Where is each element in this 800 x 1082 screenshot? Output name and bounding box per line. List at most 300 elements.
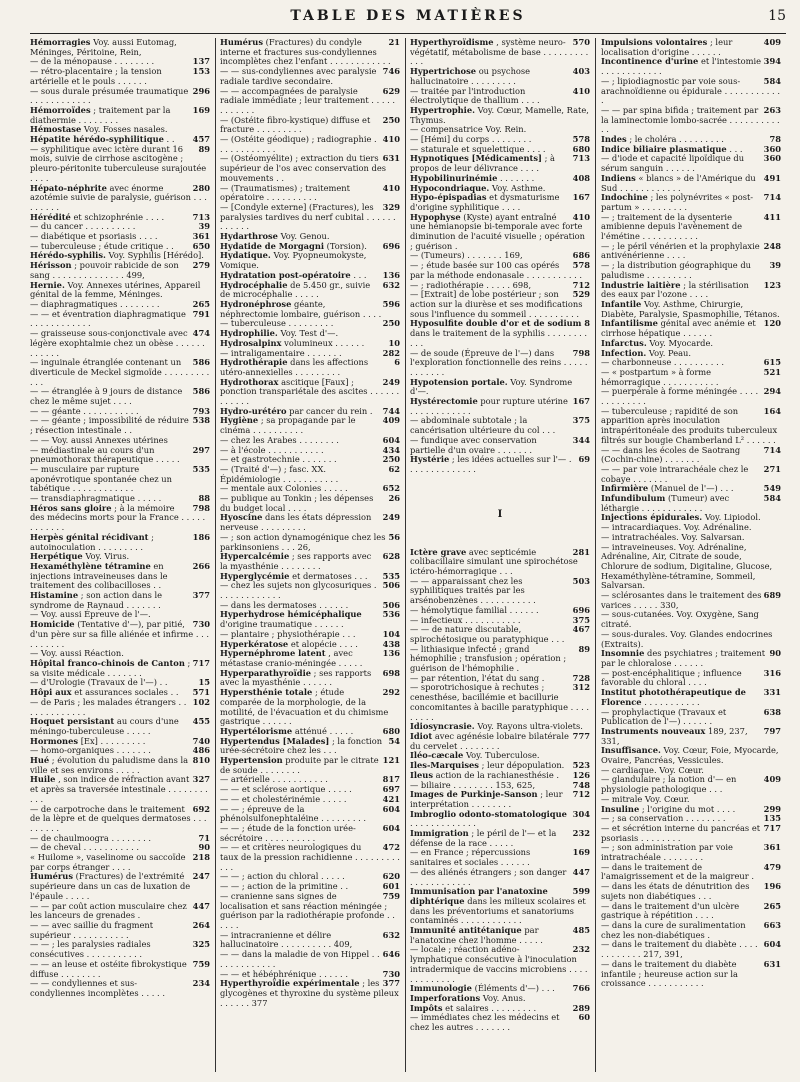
entry-text: ; les idées actuelles sur l'— . . . . . . . . . . . . . .	[410, 454, 572, 474]
index-entry	[30, 281, 210, 300]
entry-text: . . . . . . .	[500, 172, 535, 183]
entry-text: — ; son administration par voie intratrachéale . . . . . . . .	[601, 842, 733, 863]
index-entry	[220, 533, 400, 552]
entry-heading: Hypertension	[220, 755, 283, 766]
index-entry	[410, 319, 590, 348]
entry-page-ref: 90	[198, 842, 210, 853]
index-entry	[601, 669, 781, 688]
entry-text: — compensatrice Voy. Rein.	[410, 124, 527, 135]
entry-page-ref: 746	[382, 66, 400, 77]
entry-text: ; traitement par la diathermie . . . . . . . .	[30, 104, 171, 125]
entry-text: ; le choléra . . . . . . . . .	[629, 134, 724, 145]
column-divider	[405, 38, 406, 1072]
entry-page-ref: 120	[763, 318, 781, 329]
entry-page-ref: 506	[382, 599, 400, 610]
entry-text: — puerpérale à forme méningée . . . . . . . . . . . . .	[601, 386, 759, 407]
entry-heading: Images de Purkinje-Sanson	[410, 789, 538, 800]
entry-text: ; à la mémoire des médecins morts pour la France . . . . . . . . . . . .	[30, 502, 206, 533]
index-entry	[30, 620, 210, 649]
index-entry	[601, 213, 781, 242]
entry-text: de 5.450 gr., suivie de microcéphalie . . . . .	[220, 279, 371, 300]
entry-text: ; leur dépopulation.	[481, 760, 565, 771]
index-entry	[220, 203, 400, 232]
entry-text: ; à propos de leur délivrance . . . .	[410, 153, 556, 174]
entry-text: — tuberculeuse ; étude critique . .	[30, 240, 174, 251]
entry-page-ref: 102	[192, 696, 210, 707]
entry-page-ref: 250	[382, 318, 400, 329]
entry-page-ref: 604	[382, 434, 400, 445]
entry-page-ref: 375	[572, 415, 590, 426]
index-entry	[410, 810, 590, 829]
entry-page-ref: 56	[388, 531, 400, 542]
entry-text: géante, néphrectomie lombaire, guérison . . . .	[220, 298, 382, 319]
entry-page-ref: 455	[192, 716, 210, 727]
entry-page-ref: 410	[382, 182, 400, 193]
entry-page-ref: 360	[763, 143, 781, 154]
entry-page-ref: 810	[192, 755, 210, 766]
index-entry	[410, 645, 590, 674]
entry-heading: Hoquet persistant	[30, 716, 115, 727]
entry-page-ref: 604	[763, 939, 781, 950]
entry-text: avec agénésie lobaire bilatérale du cervelet . . . . . . . .	[410, 731, 569, 751]
entry-page-ref: 599	[572, 886, 590, 897]
entry-text: — sous durale présumée traumatique . . . . . . . . . . . .	[30, 85, 189, 106]
entry-heading: Hérédité	[30, 211, 71, 222]
entry-text: — prophylactique (Travaux et Publication de l'—) . . . . . .	[601, 706, 727, 727]
column-divider	[215, 38, 216, 1072]
entry-page-ref: 265	[192, 298, 210, 309]
entry-text: — (Ostéomyélite) ; extraction du tiers supérieur de l'os avec conservation des mouvements . .	[220, 153, 387, 183]
index-entry	[410, 829, 590, 848]
index-entry	[410, 106, 590, 125]
entry-page-ref: 571	[192, 687, 210, 698]
entry-heading: Hyperthyroïdie expérimentale	[220, 978, 360, 989]
entry-page-ref: 503	[572, 575, 590, 586]
entry-text: — abdominale subtotale ; la cancérisation ultérieure du col . . .	[410, 415, 556, 436]
entry-text: . . . . . . . . . . .	[644, 696, 700, 707]
entry-page-ref: 663	[763, 919, 781, 930]
index-entry	[601, 688, 781, 707]
entry-heading: Infarctus.	[601, 337, 647, 348]
entry-heading: Infection.	[601, 347, 647, 358]
entry-page-ref: 817	[382, 774, 400, 785]
index-entry	[30, 416, 210, 435]
index-entry	[30, 591, 210, 610]
index-entry	[410, 945, 590, 984]
entry-heading: Iles-Marquises	[410, 760, 479, 771]
entry-page-ref: 631	[763, 958, 781, 969]
index-entry	[30, 465, 210, 494]
entry-text: , son indice de réfraction avant et après sa traversée intestinale . . . . . . . . . . .	[30, 774, 208, 804]
entry-text: — de Paris ; les malades étrangers . . . . . . . . . . . . .	[30, 696, 187, 717]
entry-text: Voy. Syndrome d'—.	[410, 376, 573, 397]
entry-heading: Hypernéphrome latent	[220, 648, 326, 659]
entry-text: — (Ostéite fibro-kystique) diffuse et fracture . . . . . . . . .	[220, 114, 371, 135]
entry-page-ref: 410	[382, 134, 400, 145]
entry-text: — diabétique et psoriasis . . . .	[30, 231, 158, 242]
entry-heading: Hypertrichose	[410, 66, 477, 77]
entry-page-ref: 266	[192, 560, 210, 571]
index-entry	[601, 300, 781, 319]
index-entry	[220, 358, 400, 377]
index-entry	[220, 378, 400, 407]
entry-heading: Ictère grave	[410, 546, 467, 557]
index-entry	[30, 853, 210, 872]
entry-page-ref: 316	[763, 667, 781, 678]
entry-text: dans les milieux scolaires et dans les préventoriums et sanatoriums contaminés . . . . . . . . . . . .	[410, 895, 586, 926]
entry-heading: Humérus	[30, 871, 74, 882]
entry-page-ref: 153	[192, 66, 210, 77]
entry-text: — fundique avec conservation partielle d'un ovaire . . . . . . .	[410, 434, 537, 455]
entry-heading: Hypocondriaque.	[410, 182, 490, 193]
index-entry	[30, 504, 210, 533]
entry-heading: Hypersthénie totale	[220, 687, 313, 698]
index-entry	[410, 416, 590, 435]
index-entry	[30, 940, 210, 959]
entry-text: — (Traité d'—) ; fasc. XX. Épidémiologie . . . . . . . . . . .	[220, 463, 339, 484]
entry-text: — — ; les paralysies radiales consécutives . . . . . . . . . . .	[30, 939, 151, 960]
entry-text: — ; sa conservation . . . . . . . .	[601, 813, 726, 824]
index-entry	[410, 868, 590, 887]
index-entry	[220, 135, 400, 154]
entry-text: — — et éventration diaphragmatique . . . . . . . . . . . .	[30, 308, 186, 329]
index-entry	[601, 494, 781, 513]
index-entry	[601, 591, 781, 610]
entry-page-ref: 90	[769, 648, 781, 659]
entry-heading: Homicide	[30, 619, 75, 630]
entry-page-ref: 60	[578, 1012, 590, 1023]
entry-page-ref: 628	[382, 551, 400, 562]
entry-text: — intracardiaques. Voy. Adrénaline.	[601, 522, 752, 533]
entry-page-ref: 6	[394, 357, 400, 368]
entry-page-ref: 620	[382, 871, 400, 882]
entry-heading: Hydarthrose	[220, 231, 278, 242]
entry-page-ref: 632	[382, 279, 400, 290]
index-entry	[30, 698, 210, 717]
entry-page-ref: 89	[578, 643, 590, 654]
index-entry	[220, 87, 400, 116]
index-entry	[410, 926, 590, 945]
entry-page-ref: 447	[192, 900, 210, 911]
entry-text: — — et cholestérinémie . . . . .	[220, 793, 347, 804]
index-entry	[601, 649, 781, 668]
entry-page-ref: 232	[572, 944, 590, 955]
index-entry	[30, 67, 210, 86]
entry-heading: Hydrothorax	[220, 376, 279, 387]
entry-text: — publique au Tonkin ; les dépenses du budget local . . . .	[220, 493, 374, 513]
entry-text: — d'Urologie (Travaux de l'—) . .	[30, 677, 168, 688]
entry-page-ref: 104	[382, 628, 400, 639]
entry-page-ref: 536	[382, 609, 400, 620]
entry-text: — — géante . . . . . . . . . . .	[30, 405, 139, 416]
index-entry	[601, 407, 781, 446]
entry-page-ref: 535	[192, 463, 210, 474]
entry-text: — en France ; répercussions sanitaires et sociales . . . . . .	[410, 847, 531, 868]
entry-heading: Hydrosalpinx	[220, 337, 282, 348]
entry-text: — transdiaphragmatique . . . . .	[30, 493, 162, 504]
section-letter: I	[497, 508, 503, 520]
entry-text: — [Extrait] de lobe postérieur ; son action sur la diurèse et ses modifications sous l'influence du sommeil . . . . . . . . . .	[410, 289, 583, 319]
entry-page-ref: 263	[763, 104, 781, 115]
entry-heading: Hypophyse	[410, 211, 461, 222]
entry-text: — biliaire . . . . . . . . 153, 625,	[410, 779, 536, 790]
entry-text: Voy. Test d'—.	[280, 328, 339, 339]
entry-heading: Hystérie	[410, 454, 450, 465]
entry-page-ref: 136	[382, 269, 400, 280]
index-entry	[220, 649, 400, 668]
entry-text: — dans le traitement d'un ulcère gastrique à répétition . . . .	[601, 900, 740, 921]
entry-text: Voy. Myocarde.	[649, 337, 714, 348]
index-entry	[410, 87, 590, 106]
entry-text: — intracranienne et délire hallucinatoire . . . . . . . . . . 409,	[220, 929, 353, 950]
entry-heading: Idiot	[410, 731, 433, 741]
entry-heading: Hydrophilie.	[220, 328, 278, 339]
index-column-2	[220, 38, 400, 1072]
index-entry	[30, 921, 210, 940]
entry-page-ref: 570	[572, 38, 590, 47]
entry-text: — ; le péril vénérien et la prophylaxie antivénérienne . . . .	[601, 240, 760, 261]
entry-page-ref: 506	[382, 580, 400, 591]
index-entry	[30, 562, 210, 591]
entry-text: et schizophrénie . . . .	[73, 211, 165, 222]
entry-page-ref: 249	[382, 376, 400, 387]
index-entry	[30, 659, 210, 678]
entry-heading: Hernie.	[30, 279, 65, 290]
entry-heading: Hypertendus [Malades]	[220, 735, 330, 746]
entry-page-ref: 631	[382, 153, 400, 164]
entry-text: — — apparaissant chez les syphilitiques traités par les arsénobenzènes . . . . . . . . . . .	[410, 575, 536, 606]
entry-text: — de la ménopause . . . . . . . .	[30, 56, 155, 67]
entry-text: — artérielle . . . . . . . . . . .	[220, 774, 328, 785]
entry-text: « Huilome », vaselinome ou saccoïde par corps étranger . . . .	[30, 852, 186, 872]
entry-page-ref: 759	[192, 958, 210, 969]
entry-heading: Infantilisme	[601, 318, 658, 329]
entry-heading: Hypo-épispadias	[410, 192, 487, 203]
entry-text: ; la fonction urée-sécrétoire chez les . . .	[220, 735, 383, 756]
entry-page-ref: 121	[382, 755, 400, 766]
index-entry	[220, 67, 400, 86]
entry-page-ref: 196	[763, 881, 781, 892]
entry-heading: Hypertélorisme	[220, 725, 293, 736]
entry-page-ref: 529	[572, 289, 590, 300]
index-entry	[30, 902, 210, 921]
entry-heading: Immigration	[410, 828, 469, 839]
entry-text: Voy. Fosses nasales.	[83, 124, 168, 135]
entry-page-ref: 491	[763, 172, 781, 183]
entry-text: — ; étude basée sur 100 cas opérés par la méthode endonasale . . . . . . . . . . .	[410, 260, 583, 280]
entry-text: — — condyliennes et sus-condyliennes incomplètes . . . . .	[30, 978, 165, 998]
entry-heading: Hérédo-syphilis.	[30, 250, 106, 261]
entry-text: — — et hébéphrénique . . . . . .	[220, 968, 348, 979]
entry-text: Voy. Lipiodol.	[704, 512, 761, 523]
entry-page-ref: 434	[382, 444, 400, 455]
entry-page-ref: 615	[763, 357, 781, 368]
entry-heading: Hémorroïdes	[30, 104, 91, 115]
index-entry	[220, 513, 400, 532]
entry-page-ref: 474	[192, 328, 210, 339]
entry-text: — et gastrotechnie . . . . . . .	[220, 454, 337, 465]
entry-heading: Hypobilinurinémie	[410, 172, 498, 183]
entry-page-ref: 632	[382, 929, 400, 940]
index-entry	[220, 38, 400, 67]
index-entry	[601, 543, 781, 592]
index-entry	[30, 106, 210, 125]
index-entry	[601, 193, 781, 212]
entry-page-ref: 39	[769, 260, 781, 271]
entry-text: — sporotrichosique à rechutes ; cenesthése, bacillémie et bacillurie concomitantes à bacille paratyphique . . . . . . . . .	[410, 682, 590, 722]
entry-text: — (Tumeurs) . . . . . . . 169,	[410, 250, 523, 261]
entry-page-ref: 586	[192, 357, 210, 368]
entry-text: 189, 237, 331,	[601, 725, 748, 746]
entry-text: — Voy. aussi Épreuve de l'—.	[30, 609, 151, 620]
entry-page-ref: 312	[572, 682, 590, 693]
entry-page-ref: 325	[192, 939, 210, 950]
entry-page-ref: 686	[572, 250, 590, 261]
entry-text: produite par le citrate de soude . . . . . . . .	[220, 755, 379, 775]
entry-page-ref: 304	[572, 808, 590, 819]
entry-page-ref: 712	[572, 279, 590, 290]
page-header	[30, 6, 786, 30]
entry-page-ref: 689	[763, 590, 781, 601]
entry-text: Voy. Cœur, Mamelle, Rate, Thymus.	[410, 104, 589, 125]
entry-text: volumineux . . . . . .	[284, 337, 365, 348]
index-entry	[30, 960, 210, 979]
entry-text: — chez les sujets non glycosuriques . . . . . . . . . . . . .	[220, 580, 377, 601]
entry-page-ref: 604	[382, 822, 400, 833]
index-entry	[410, 193, 590, 212]
entry-page-ref: 8	[584, 318, 590, 329]
entry-heading: Hérisson	[30, 260, 72, 271]
entry-text: — — et sclérose aortique . . . . .	[220, 784, 352, 795]
entry-text: — dans le traitement du diabète . . . . . . . . . . . . 217, 391,	[601, 939, 758, 960]
entry-text: — ; son action dynamogénique chez les parkinsoniens . . . 26,	[220, 531, 386, 552]
entry-text: Voy. Tuberculose.	[465, 750, 540, 761]
entry-heading: Hypertrophie.	[410, 104, 476, 115]
entry-page-ref: 126	[572, 769, 590, 780]
entry-text: — intraveineuses. Voy. Adrénaline, Adrénaline, Air, Citrate de soude, Chlorure de sodium, Digitaline, Glucose, Hexaméthylène-tétramine, Sommeil, Salvarsan.	[601, 541, 773, 591]
index-entry	[220, 688, 400, 727]
entry-text: — des aliénés étrangers ; son danger . . . . . . . . . . . .	[410, 866, 567, 887]
entry-heading: Insomnie	[601, 648, 645, 659]
entry-text: — ; traitement de la dysenterie amibienne depuis l'avènement de l'émétine . . . . . . . . . . .	[601, 211, 743, 242]
entry-page-ref: 54	[388, 735, 400, 746]
entry-page-ref: 294	[763, 386, 781, 397]
entry-text: — — étranglée à 9 jours de distance chez le même sujet . . . .	[30, 386, 183, 407]
index-entry	[220, 494, 400, 513]
entry-text: — sous-cutanées. Voy. Oxygène, Sang citraté.	[601, 609, 759, 630]
entry-heading: Humérus	[220, 38, 264, 47]
entry-page-ref: 535	[382, 570, 400, 581]
entry-page-ref: 394	[763, 56, 781, 67]
entry-heading: Hué	[30, 755, 50, 766]
entry-text: — Voy. aussi Réaction.	[30, 648, 124, 659]
entry-text: — — par coût action musculaire chez les lanceurs de grenades .	[30, 900, 187, 921]
entry-page-ref: 331	[763, 687, 781, 698]
entry-page-ref: 717	[763, 822, 781, 833]
entry-text: ; autoinoculation . . . . . . . . .	[30, 531, 154, 552]
index-entry	[30, 38, 210, 57]
entry-heading: Infirmière	[601, 483, 649, 494]
entry-page-ref: 457	[192, 134, 210, 145]
entry-text: — cranienne sans signes de localisation et sans réaction méningée ; guérison par la radiothérapie profonde . . . . . .	[220, 890, 395, 930]
entry-heading: Hôpital franco-chinois de Canton	[30, 658, 185, 668]
entry-text: — tuberculeuse ; rapidité de son apparition après inoculation intrapéritonéale des produits tuberculeux filtrés sur bougie Chamberland L² . . . . . .	[601, 405, 778, 445]
entry-heading: Industrie laitière	[601, 279, 681, 290]
index-entry	[601, 940, 781, 959]
entry-text: — de carpotroche dans le traitement de la lèpre et de quelques dermatoses . . . . . . . . .	[30, 803, 207, 833]
entry-text: des psychiatres ; traitement par le chloralose . . . . . .	[601, 648, 766, 668]
index-entry	[601, 727, 781, 746]
entry-text: — ; radiothérapie . . . . . 698,	[410, 279, 532, 290]
entry-text: — — dans la maladie de von Hippel . . . . . . . . . . . . .	[220, 949, 380, 969]
index-entry	[30, 756, 210, 775]
entry-heading: Hygiène	[220, 415, 259, 426]
entry-text: ou psychose hallucinatoire . . . . . . . . .	[410, 66, 531, 86]
index-entry	[601, 154, 781, 173]
entry-text: au cours d'une méningo-tuberculeuse . . . . .	[30, 716, 179, 736]
entry-page-ref: 538	[192, 415, 210, 426]
entry-page-ref: 472	[382, 842, 400, 853]
entry-page-ref: 730	[192, 619, 210, 630]
entry-text: — « postpartum » à forme hémorragique . . . . . . . . . . .	[601, 366, 719, 387]
entry-text: — locale ; réaction adéno-lymphatique consécutive à l'inoculation intradermique de vaccins microbiens . . . . . . . . . . . . .	[410, 944, 588, 984]
entry-page-ref: 360	[763, 153, 781, 164]
entry-page-ref: 629	[382, 85, 400, 96]
index-entry	[410, 887, 590, 926]
entry-page-ref: 601	[382, 881, 400, 892]
entry-page-ref: 409	[382, 415, 400, 426]
entry-text: ; les glycogènes et thyroxine du système pileux . . . . . . 377	[220, 978, 399, 1008]
index-entry	[30, 261, 210, 280]
index-entry	[410, 455, 590, 474]
entry-text: — — avec saillie du fragment supérieur . . . . . . . . . . .	[30, 919, 154, 940]
entry-heading: Hémostase	[30, 124, 82, 135]
entry-heading: Hyperhydrose hémicéphalique	[220, 609, 362, 620]
entry-text: — traitée par l'introduction électrolytique de thallium . . . .	[410, 85, 540, 106]
index-entry	[220, 154, 400, 183]
index-entry	[220, 892, 400, 931]
entry-page-ref: 586	[192, 386, 210, 397]
index-entry	[410, 577, 590, 606]
entry-page-ref: 271	[763, 463, 781, 474]
entry-page-ref: 169	[572, 847, 590, 858]
entry-text: en injections intraveineuses dans le traitement des colibacilloses . .	[30, 560, 168, 591]
entry-text: et salaires . . . . . . . . .	[445, 1002, 537, 1013]
column-divider	[595, 38, 596, 1072]
entry-text: et assurances sociales . .	[74, 687, 179, 698]
entry-text: (Kyste) ayant entraîné une hémianopsie bi-temporale avec forte diminution de l'acuité visuelle ; opération ; guérison .	[410, 211, 585, 251]
entry-text: Voy. aussi Eutomag, Méninges, Péritoine, Rein,	[30, 38, 177, 57]
page-title: TABLE DES MATIÈRES	[290, 8, 526, 24]
entry-page-ref: 247	[192, 871, 210, 882]
entry-text: (Manuel de l'—) . . .	[650, 483, 734, 494]
entry-heading: Hypnotiques [Médicaments]	[410, 153, 542, 164]
entry-heading: Indiens	[601, 172, 636, 183]
entry-text: — diaphragmatiques . . . . . . . .	[30, 298, 160, 309]
index-entry	[30, 533, 210, 552]
entry-page-ref: 638	[763, 706, 781, 717]
entry-heading: Idiosyncrasie.	[410, 721, 475, 732]
entry-text: ascitique [Faux] ; ponction transpariétale des ascites . . . . . . . . . . . .	[220, 376, 400, 407]
entry-page-ref: 375	[572, 614, 590, 625]
entry-heading: Instruments nouveaux	[601, 725, 706, 736]
index-entry	[30, 805, 210, 834]
index-entry	[220, 843, 400, 872]
entry-page-ref: 39	[198, 221, 210, 232]
entry-text: — — accompagnées de paralysie radiale immédiate ; leur traitement . . . . . . . . . . . .	[220, 85, 396, 115]
entry-text: ; pouvoir rabicide de son sang . . . . . . . . . . . . . . 499,	[30, 260, 179, 280]
entry-text: par cancer du rein .	[289, 405, 373, 416]
